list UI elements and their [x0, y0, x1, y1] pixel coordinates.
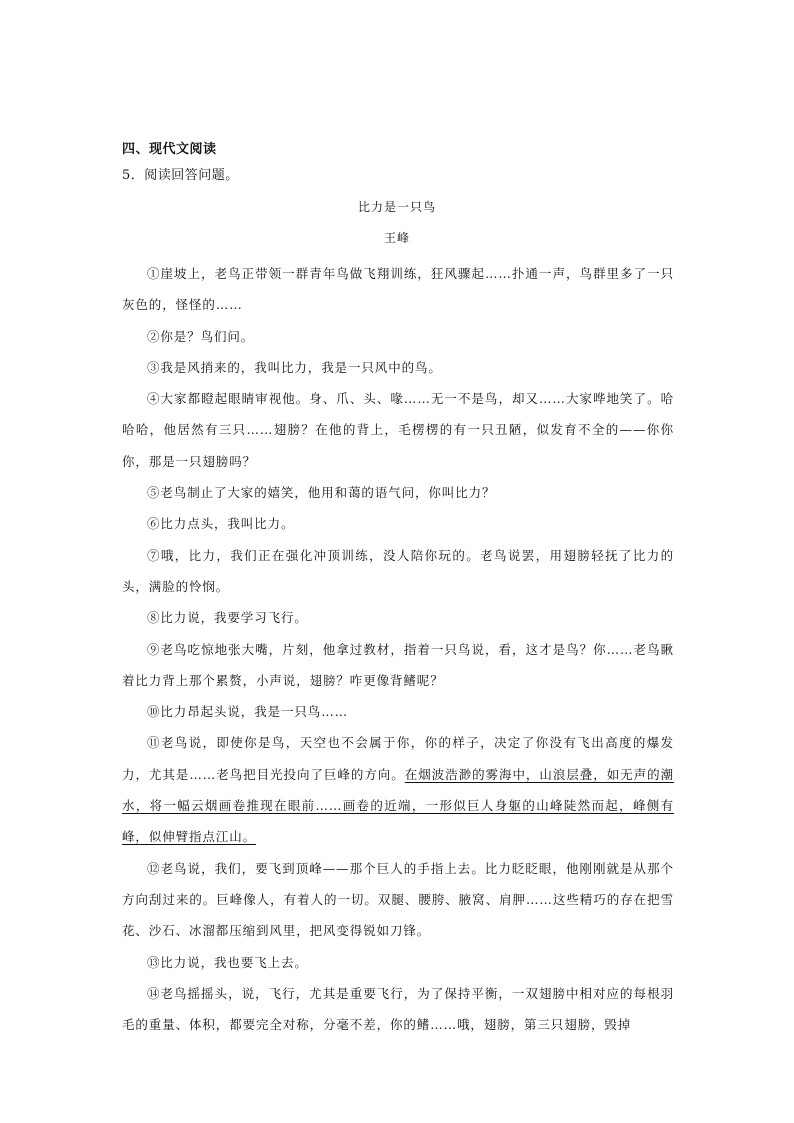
paragraph-text: ②你是？鸟们问。	[147, 328, 255, 344]
question-prompt: 5．阅读回答问题。	[122, 168, 239, 183]
paragraph-11	[122, 727, 674, 852]
paragraph-9	[122, 634, 674, 697]
paragraph-12	[122, 853, 674, 947]
paragraph-1	[122, 258, 674, 321]
paragraph-text: ③我是风捎来的，我叫比力，我是一只风中的鸟。	[147, 359, 442, 375]
paragraph-5	[122, 477, 674, 508]
paragraph-text: ⑭老鸟摇摇头，说，飞行，尤其是重要飞行，为了保持平衡，一双翅膀中相对应的每根羽毛的重量、体积，都要完全对称，分毫不差，你的鳍……哦，翅膀，第三只翅膀，毁掉	[122, 985, 674, 1033]
paragraph-7	[122, 540, 674, 603]
paragraph-text: ⑤老鸟制止了大家的嬉笑，他用和蔼的语气问，你叫比力？	[147, 485, 496, 501]
paragraph-6	[122, 508, 674, 539]
paragraph-text: ⑧比力说，我要学习飞行。	[147, 610, 308, 626]
underlined-passage: 在烟波浩渺的雾海中，山浪层叠，如无声的潮水，将一幅云烟画卷推现在眼前……画卷的近端，一形似巨人身躯的山峰陡然而起，峰侧有峰，似伸臂指点江山。	[122, 766, 674, 845]
paragraph-text: ⑨老鸟吃惊地张大嘴，片刻，他拿过教材，指着一只鸟说，看，这才是鸟？你……老鸟瞅着比力背上那个累赘，小声说，翅膀？咋更像背鳍呢？	[122, 641, 674, 688]
paragraph-text: ⑦哦，比力，我们正在强化冲顶训练，没人陪你玩的。老鸟说罢，用翅膀轻抚了比力的头，满脸的怜悯。	[122, 547, 674, 594]
paragraph-8	[122, 602, 674, 633]
article-title: 比力是一只鸟	[357, 200, 436, 214]
paragraph-3	[122, 352, 674, 383]
paragraph-4	[122, 383, 674, 477]
paragraph-2	[122, 321, 674, 352]
paragraph-text: ⑫老鸟说，我们，要飞到顶峰——那个巨人的手指上去。比力眨眨眼，他刚刚就是从那个方向刮过来的。巨峰像人，有着人的一切。双腿、腰胯、腋窝、肩胛……这些精巧的存在把雪花、沙石、冰溜都压缩到风里，把风变得锐如刀锋。	[122, 860, 674, 939]
paragraph-text: ⑬比力说，我也要飞上去。	[147, 954, 308, 970]
paragraph-text: ⑪老鸟说，即使你是鸟，天空也不会属于你，你的样子，决定了你没有飞出高度的爆发力，尤其是……老鸟把目光投向了巨峰的方向。	[122, 735, 674, 782]
paragraph-14	[122, 978, 674, 1041]
paragraph-text: ⑩比力昂起头说，我是一只鸟……	[147, 704, 349, 720]
paragraph-13	[122, 947, 674, 978]
article-body	[122, 258, 674, 1040]
paragraph-text: ④大家都瞪起眼睛审视他。身、爪、头、喙……无一不是鸟，却又……大家哗地笑了。哈哈哈，他居然有三只……翅膀？在他的背上，毛楞楞的有一只丑陋，似发育不全的——你你你，那是一只翅膀吗？	[122, 391, 674, 469]
section-heading: 四、现代文阅读	[122, 142, 217, 157]
paragraph-10	[122, 696, 674, 727]
article-author: 王峰	[383, 231, 410, 245]
paragraph-text: ①崖坡上，老鸟正带领一群青年鸟做飞翔训练，狂风骤起……扑通一声，鸟群里多了一只灰色的，怪怪的……	[122, 266, 674, 313]
paragraph-text: ⑥比力点头，我叫比力。	[147, 516, 295, 532]
